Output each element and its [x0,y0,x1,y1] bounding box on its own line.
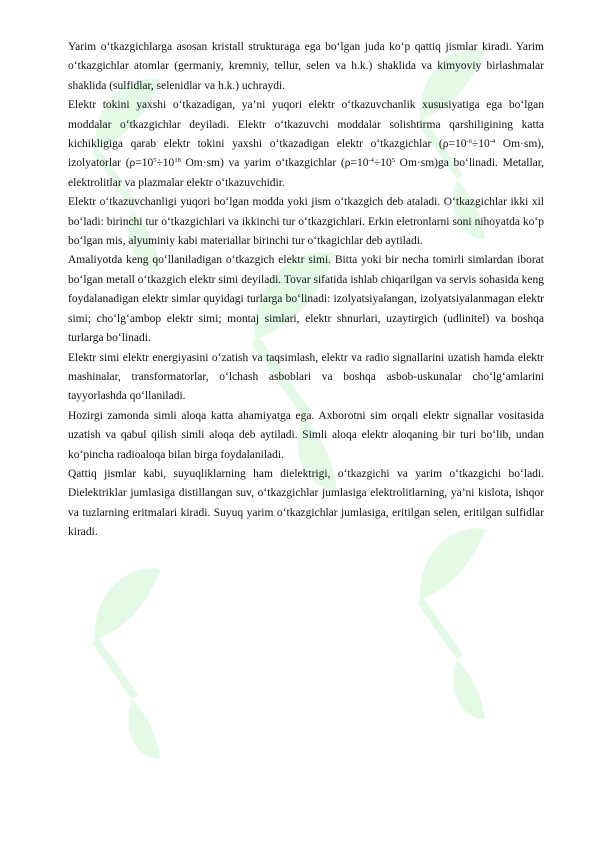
paragraph-electric-wire: Amaliyotda keng qo‘llaniladigan o‘tkazgich elektr simi. Bitta yoki bir necha tomirli simlardan iborat bo‘lgan metall o‘tkazgich elektr simi deyiladi. Tovar sifatida ishlab chiqarilgan va servis sohasida keng foydalanadigan elektr simlar quyidagi turlarga bo‘linadi: izolyatsiyalangan, izolyatsiyalanmagan elektr simi; cho‘lg‘ambop elektr simi; montaj simlari, elektr shnurlari, uzaytirgich (udlinitel) va boshqa turlarga bo‘linadi. [68,254,544,345]
paragraph-conductor-types: Elektr o‘tkazuvchanligi yuqori bo‘lgan modda yoki jism o‘tkazgich deb ataladi. O‘tkazgichlar ikki xil bo‘ladi: birinchi tur o‘tkazgichlari va ikkinchi tur o‘tkazgichlari. Erkin eletronlarni soni nihoyatda ko‘p bo‘lgan mis, alyuminiy kabi materiallar birinchi tur o‘tkagichlar deb aytiladi. [68,196,544,248]
paragraph-liquids: Qattiq jismlar kabi, suyuqliklarning ham dielektrigi, o‘tkazgichi va yarim o‘tkazgichi bo‘ladi. Dielektriklar jumlasiga distillangan suv, o‘tkazgichlar jumlasiga elektrolitlarning, ya’ni kislota, ishqor va tuzlarning eritmalari kiradi. Suyuq yarim o‘tkazgichlar jumlasiga, eritilgan selen, eritilgan sulfidlar kiradi. [68,467,544,539]
paragraph-wired-communication: Hozirgi zamonda simli aloqa katta ahamiyatga ega. Axborotni sim orqali elektr signallar vositasida uzatish va qabul qilish simli aloqa deb aytiladi. Simli aloqa elektr aloqaning bir turi bo‘lib, undan ko‘pincha radioaloqa bilan birga foydalaniladi. [68,409,544,461]
body-text [68,38,544,543]
paragraph-wire-usage: Elektr simi elektr energiyasini o‘zatish va taqsimlash, elektr va radio signallarini uzatish hamda elektr mashinalar, transformatorlar, o‘lchash asboblari va boshqa asbob-uskunalar cho‘lg‘amlarini tayyorlashda qo‘llaniladi. [68,351,544,403]
paragraph-conductors-definition: Elektr tokini yaxshi o‘tkazadigan, ya’ni yuqori elektr o‘tkazuvchanlik xususiyatiga ega bo‘lgan moddalar o‘tkazgichlar deyiladi. Elektr o‘tkazuvchi moddalar solishtirma qarshiligining katta kichikligiga qarab elektr tokini yaxshi o‘tkazadigan elektr o‘tkazgichlar ($\rho=10^{-6}\div 10^{-4}$ Om·sm), izolyatorlar ($\rho=10^5\div 10^{18}$ Om·sm) va yarim o‘tkazgichlar ($\rho=10^{-4}\div 10^5$ Om·sm)ga bo‘linadi. Metallar, elektrolitlar va plazmalar elektr o‘tkazuvchidir. [68,99,544,189]
paragraph-semiconductors: Yarim o‘tkazgichlarga asosan kristall strukturaga ega bo‘lgan juda ko‘p qattiq jismlar kiradi. Yarim o‘tkazgichlar atomlar (germaniy, kremniy, tellur, selen va h.k.) shaklida va kimyoviy birlashmalar shaklida (sulfidlar, selenidlar va h.k.) uchraydi. [68,41,544,92]
